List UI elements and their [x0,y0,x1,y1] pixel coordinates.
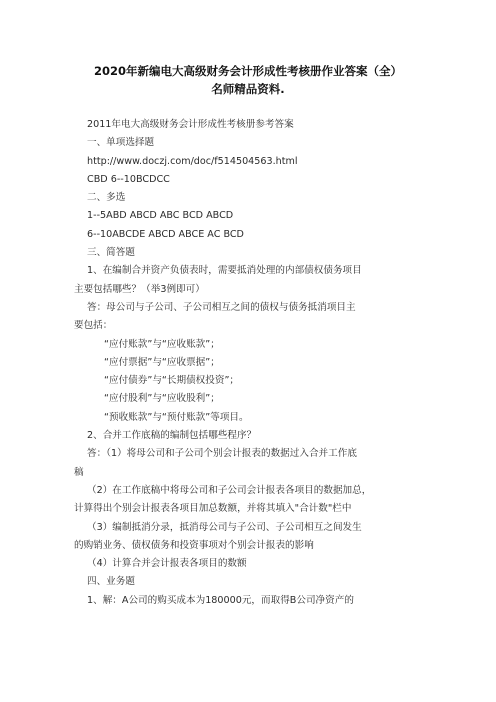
section-heading-multiple-choice: 二、多选 [87,192,126,204]
answer-line: 1--5ABD ABCD ABC BCD ABCD [87,210,234,222]
section-heading-practice: 四、业务题 [87,576,135,588]
list-item: “应付股利”与“应收股利”； [104,393,220,405]
section-heading-single-choice: 一、单项选择题 [87,137,155,149]
answer-line: CBD 6--10BCDCC [87,173,170,185]
document-body [74,116,434,610]
answer-text: 计算得出个别会计报表各项目加总数额，并将其填入"合计数"栏中 [74,503,352,515]
document-title: 2020年新编电大高级财务会计形成性考核册作业答案（全） [93,64,402,78]
question-text: 主要包括哪些？（举3例即可） [74,283,205,295]
list-item: “应付账款”与“应收账款”； [104,338,220,350]
answer-text: （4）计算合并会计报表各项目的数额 [87,558,247,570]
answer-line: 6--10ABCDE ABCD ABCE AC BCD [87,228,244,240]
answer-text: （2）在工作底稿中将母公司和子公司会计报表各项目的数据加总， [87,484,372,496]
list-item: “应付债券”与“长期债权投资”； [104,375,240,387]
answer-text: 答：（1）将母公司和子公司个别会计报表的数据过入合并工作底 [87,448,357,460]
answer-text: 1、解：A公司的购买成本为180000元，而取得B公司净资产的 [87,594,354,606]
answer-text: （3）编制抵消分录，抵消母公司与子公司、子公司相互之间发生 [87,521,362,533]
question-text: 2、合并工作底稿的编制包括哪些程序？ [87,430,257,442]
answer-text: 稿 [74,466,84,478]
answer-text: 答：母公司与子公司、子公司相互之间的债权与债务抵消项目主 [87,301,356,313]
section-heading: 2011年电大高级财务会计形成性考核册参考答案 [87,119,294,130]
link-text[interactable]: http://www.doczj.com/doc/f514504563.html [87,155,298,167]
list-item: “应付票据”与“应收票据”； [104,356,220,368]
list-item: “预收账款”与“预付账款”等项目。 [104,411,249,423]
section-heading-short-answer: 三、简答题 [87,247,135,259]
answer-text: 要包括： [74,320,113,332]
answer-text: 的购销业务、债权债务和投资事项对个别会计报表的影响 [74,539,314,551]
question-text: 1、在编制合并资产负债表时，需要抵消处理的内部债权债务项目 [87,265,362,277]
document-subtitle: 名师精品资料. [211,82,285,96]
